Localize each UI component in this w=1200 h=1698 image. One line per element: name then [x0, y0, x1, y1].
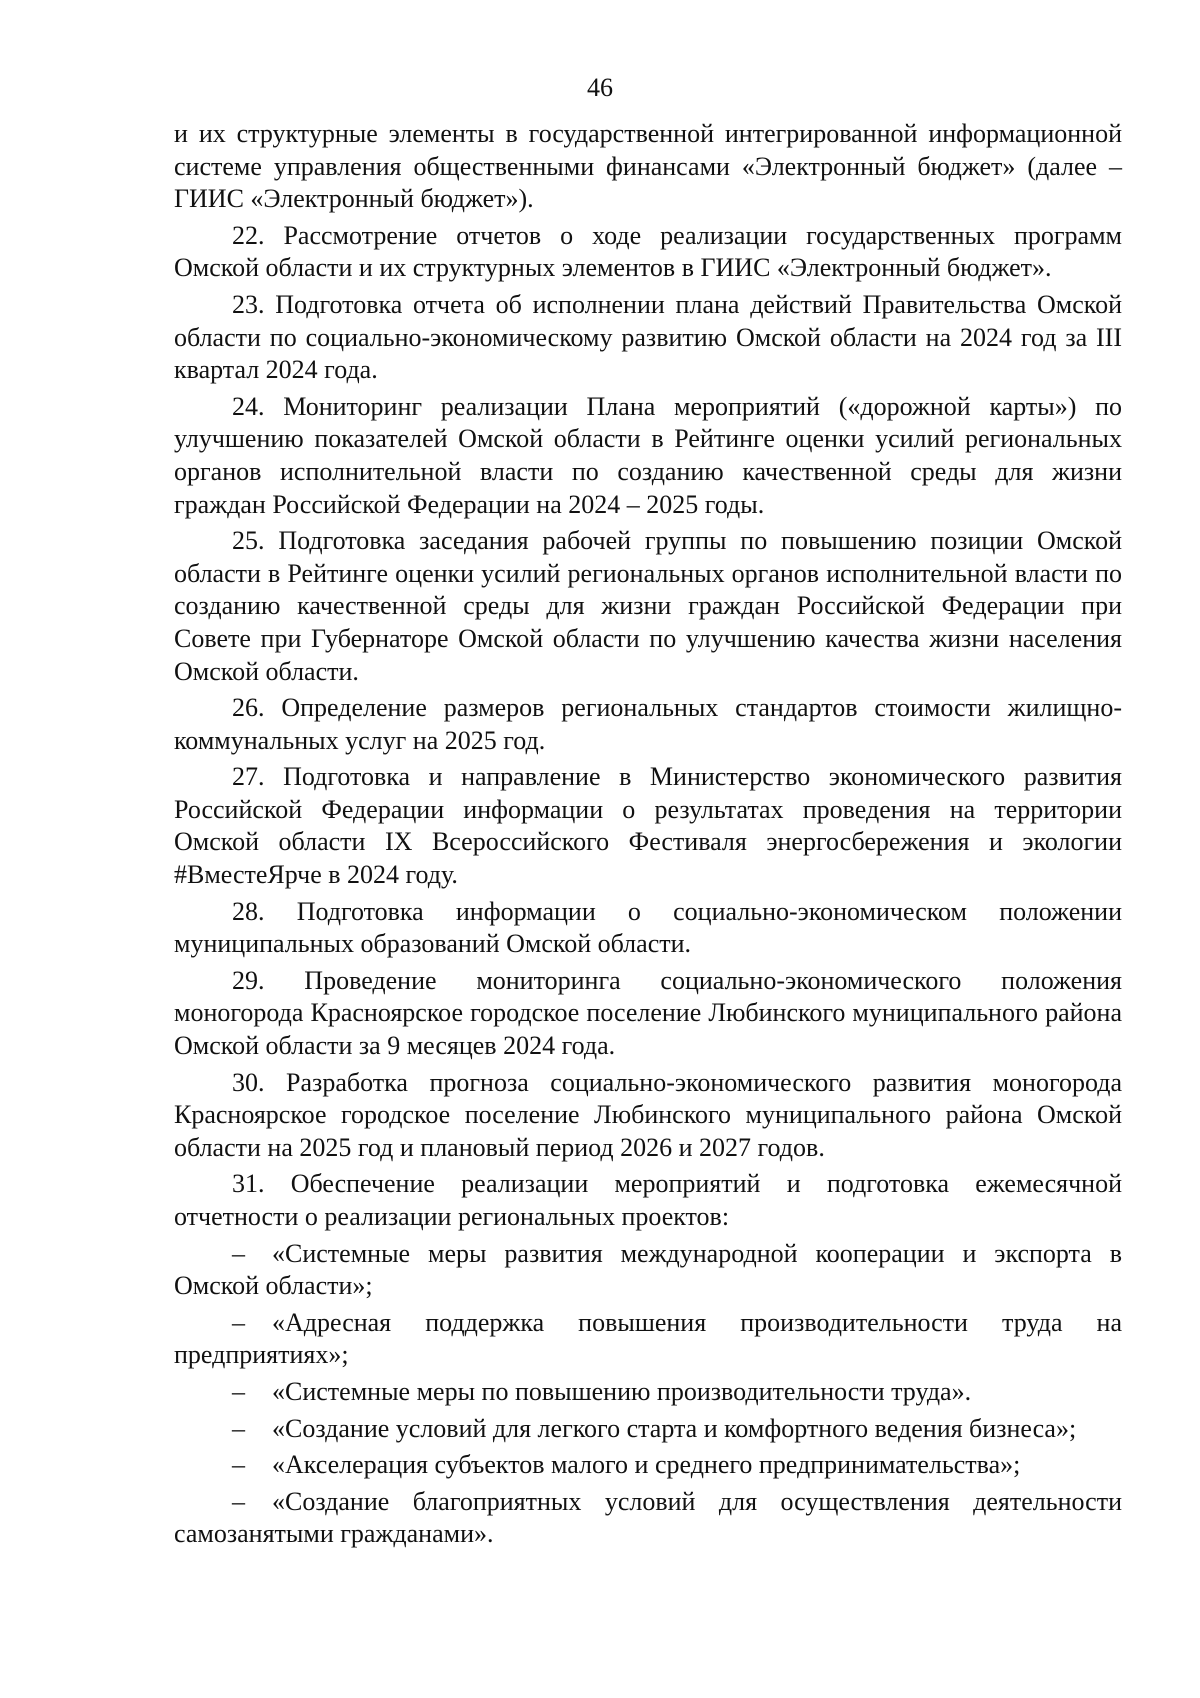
page-number: 46	[587, 73, 613, 102]
paragraph-item-25: 25. Подготовка заседания рабочей группы по повышению позиции Омской области в Рейтинге оценки усилий региональных органов исполнительной власти по созданию качественной среды для жизни граждан Российской Федерации при Совете при Губернаторе Омской области по улучшению качества жизни населения Омской области.	[174, 526, 1122, 686]
list-dash: –	[232, 1486, 245, 1516]
paragraph-continuation: и их структурные элементы в государственной интегрированной информационной системе управления общественными финансами «Электронный бюджет» (далее – ГИИС «Электронный бюджет»).	[174, 119, 1122, 214]
paragraph-item-30: 30. Разработка прогноза социально-экономического развития моногорода Красноярское городское поселение Любинского муниципального района Омской области на 2025 год и плановый период 2026 и 2027 годов.	[174, 1067, 1122, 1162]
paragraph-item-26: 26. Определение размеров региональных стандартов стоимости жилищно-коммунальных услуг на 2025 год.	[174, 693, 1122, 755]
paragraph-item-23: 23. Подготовка отчета об исполнении плана действий Правительства Омской области по социально-экономическому развитию Омской области на 2024 год за III квартал 2024 года.	[174, 289, 1122, 385]
list-item	[174, 1486, 1122, 1551]
paragraph-item-22: 22. Рассмотрение отчетов о ходе реализации государственных программ Омской области и их структурных элементов в ГИИС «Электронный бюджет».	[174, 220, 1122, 283]
list-dash: –	[232, 1413, 245, 1443]
list-dash: –	[232, 1376, 245, 1406]
paragraph-item-27: 27. Подготовка и направление в Министерство экономического развития Российской Федерации информации о результатах проведения на территории Омской области IX Всероссийского Фестиваля энергосбережения и экологии #ВместеЯрче в 2024 году.	[174, 762, 1122, 890]
list-item-text: «Создание благоприятных условий для осуществления деятельности самозанятыми гражданами».	[174, 1486, 1122, 1549]
paragraph-item-28: 28. Подготовка информации о социально-экономическом положении муниципальных образований Омской области.	[174, 896, 1122, 959]
list-item-text: «Системные меры развития международной кооперации и экспорта в Омской области»;	[174, 1238, 1122, 1301]
list-dash: –	[232, 1238, 245, 1268]
list-item-text: «Акселерация субъектов малого и среднего предпринимательства»;	[272, 1450, 1021, 1480]
list-item-text: «Адресная поддержка повышения производительности труда на предприятиях»;	[174, 1307, 1122, 1370]
document-body	[174, 118, 1122, 1551]
paragraph-item-31: 31. Обеспечение реализации мероприятий и подготовка ежемесячной отчетности о реализации региональных проектов:	[174, 1169, 1122, 1231]
list-dash: –	[232, 1307, 245, 1337]
list-item	[174, 1449, 1122, 1482]
list-item-text: «Создание условий для легкого старта и комфортного ведения бизнеса»;	[272, 1413, 1077, 1443]
paragraph-item-29: 29. Проведение мониторинга социально-экономического положения моногорода Красноярское городское поселение Любинского муниципального района Омской области за 9 месяцев 2024 года.	[174, 965, 1122, 1061]
list-item	[174, 1238, 1122, 1303]
list-item	[174, 1307, 1122, 1372]
list-item	[174, 1413, 1122, 1446]
list-dash: –	[232, 1450, 245, 1480]
list-item-text: «Системные меры по повышению производительности труда».	[272, 1376, 972, 1406]
list-item	[174, 1376, 1122, 1409]
paragraph-item-24: 24. Мониторинг реализации Плана мероприятий («дорожной карты») по улучшению показателей Омской области в Рейтинге оценки усилий региональных органов исполнительной власти по созданию качественной среды для жизни граждан Российской Федерации на 2024 – 2025 годы.	[174, 391, 1122, 519]
